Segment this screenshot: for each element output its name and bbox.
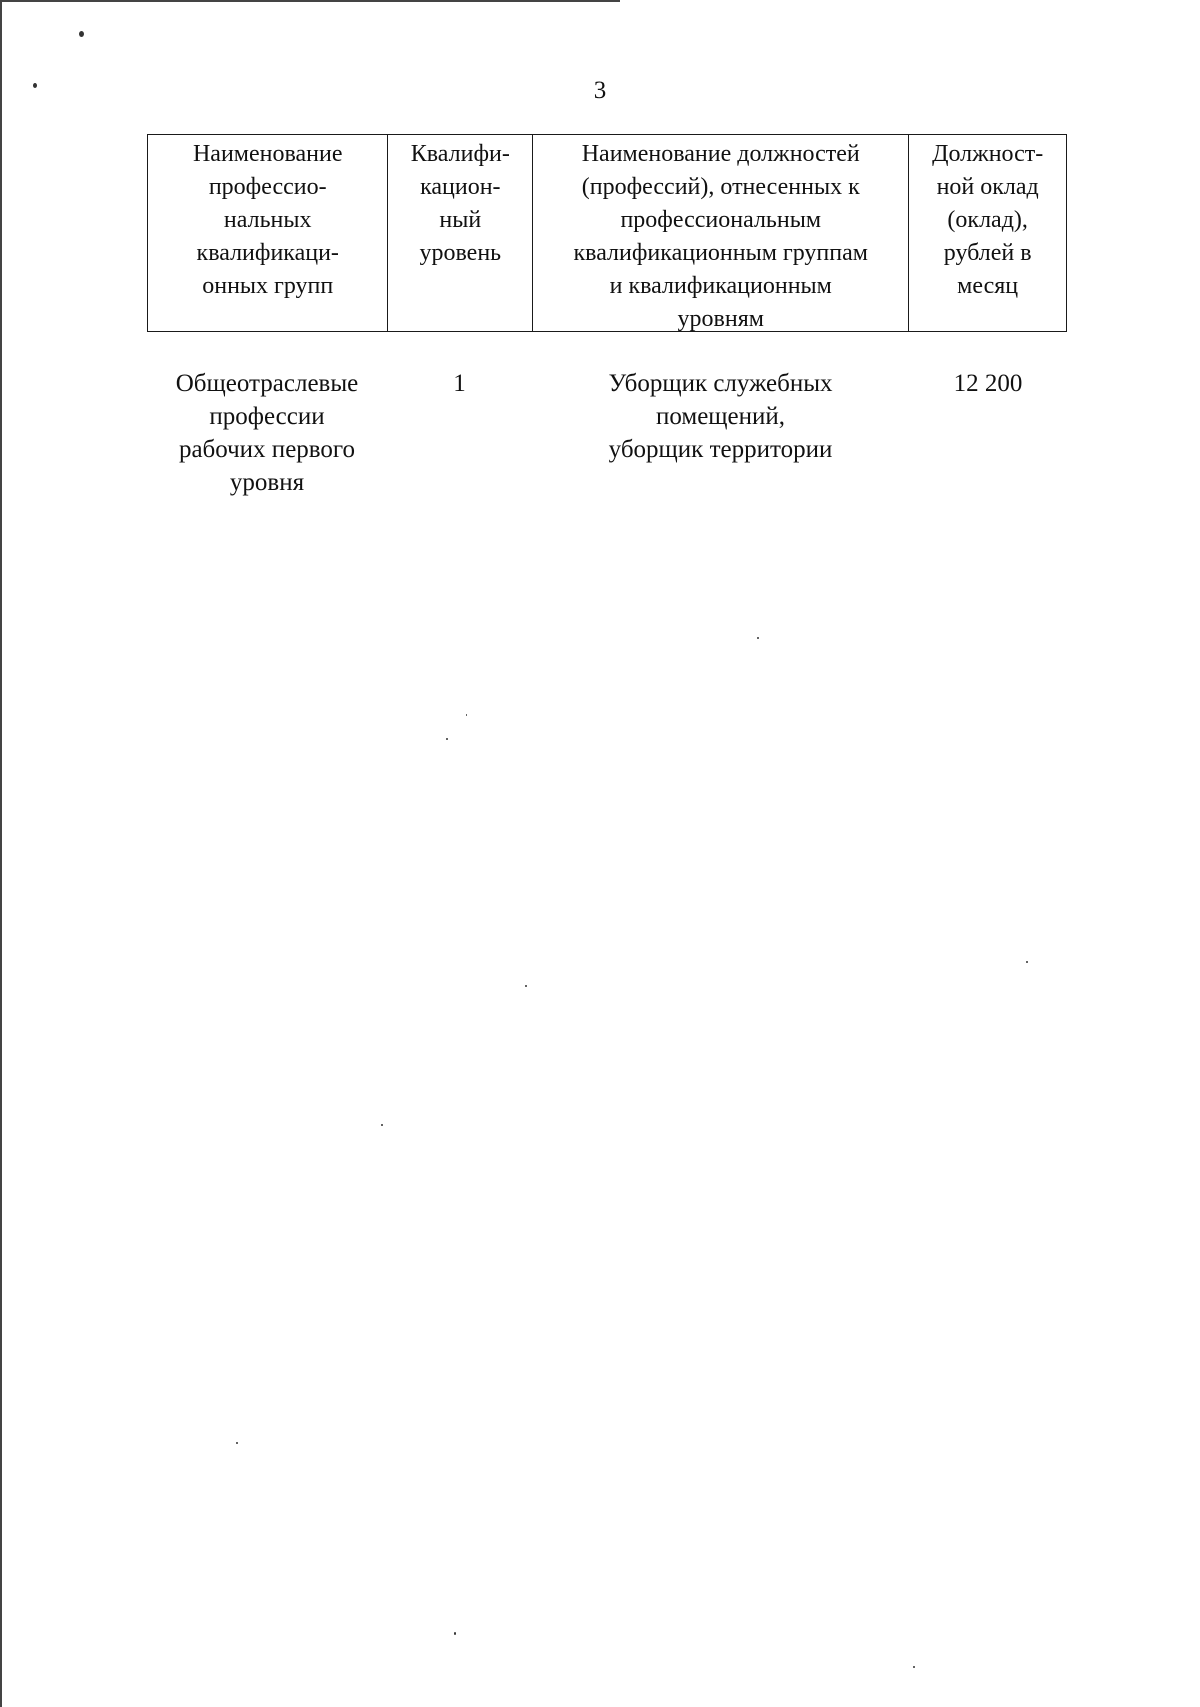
scan-edge-top [0,0,620,2]
scan-speck [913,1666,915,1668]
header-cell-salary: Должност- ной оклад (оклад), рублей в месяц [908,135,1066,331]
scan-speck [446,738,448,740]
table-row [147,367,1067,499]
row-cell-qualification-level: 1 [453,370,466,397]
scan-speck [1026,961,1028,963]
page-number: 3 [593,77,607,104]
scan-speck [466,714,467,716]
table-header [147,134,1067,332]
scan-speck [79,31,84,37]
scan-edge-left [0,0,2,1707]
header-cell-qualification-level: Квалифи- кацион- ный уровень [387,135,532,331]
header-cell-position-names: Наименование должностей (профессий), отнесенных к профессиональным квалификационным группам и квалификационным уровням [532,135,908,331]
scan-speck [454,1632,456,1635]
scan-speck [236,1442,238,1444]
scan-speck [381,1124,383,1126]
row-cell-salary: 12 200 [953,370,1023,397]
scan-speck [525,985,527,987]
row-cell-group-name: Общеотраслевые профессии рабочих первого уровня [175,370,359,496]
row-cell-position-names: Уборщик служебных помещений, уборщик территории [608,370,833,463]
header-cell-group-name: Наименование профессио- нальных квалификаци- онных групп [192,141,343,299]
scan-speck [757,637,759,639]
